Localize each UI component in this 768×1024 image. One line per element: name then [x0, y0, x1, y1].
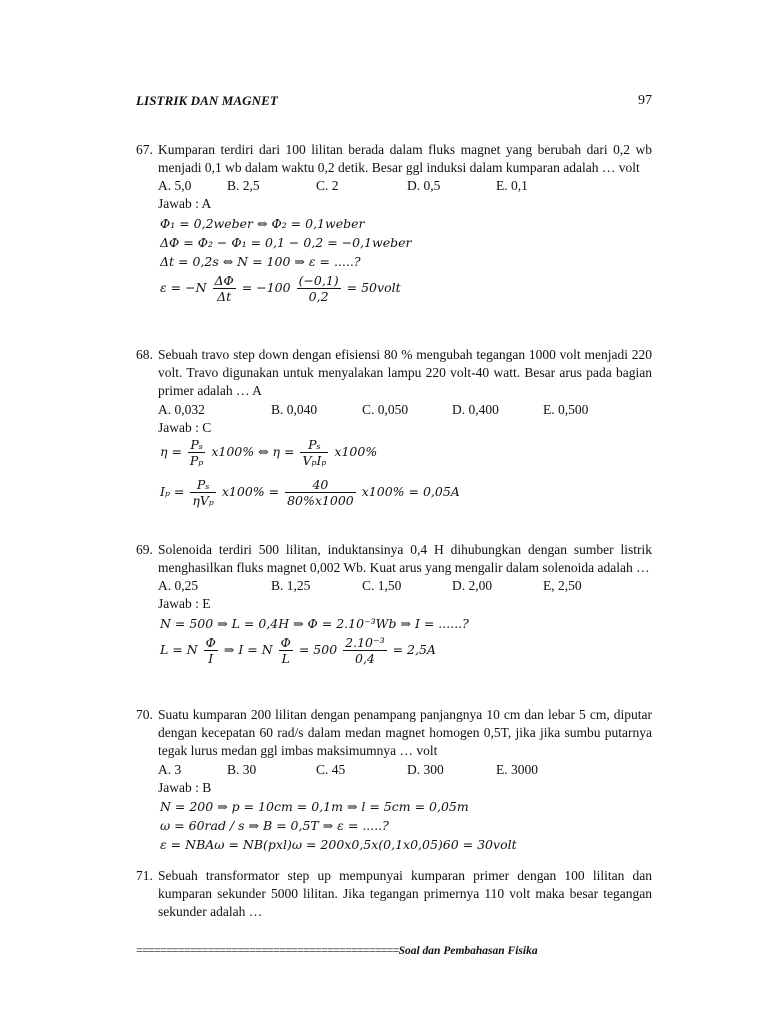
eq-text: = 2,5A	[392, 641, 436, 657]
eq-text: = 500	[298, 641, 338, 657]
numerator: Pₛ	[190, 477, 216, 493]
numerator: 40	[285, 477, 356, 493]
eq-text: L = N	[160, 641, 198, 657]
option-c: C. 1,50	[362, 578, 402, 594]
denominator: Pₚ	[189, 452, 204, 468]
denominator: 80%x1000	[287, 492, 354, 508]
option-e: E. 3000	[496, 761, 538, 777]
solution-line: ε = NBAω = NB(pxl)ω = 200x0,5x(0,1x0,05)60 = 30volt	[160, 836, 517, 852]
solution-line	[160, 437, 652, 473]
solution-line: N = 200 ⇒ p = 10cm = 0,1m ⇒ l = 5cm = 0,05m	[160, 798, 469, 814]
fraction	[188, 437, 205, 468]
question-text: Sebuah travo step down dengan efisiensi 80 % mengubah tegangan 1000 volt menjadi 220 volt. Travo digunakan untuk menyalakan lampu 220 volt-40 watt. Besar arus pada bagian primer adalah … A	[158, 347, 652, 399]
answer-options	[158, 177, 652, 195]
question-number: 71.	[136, 868, 153, 883]
solution-line	[160, 273, 652, 309]
fraction	[300, 437, 328, 468]
eq-text: ε = −N	[160, 279, 207, 295]
answer-options	[158, 401, 652, 419]
option-c: C. 0,050	[362, 401, 409, 417]
denominator: I	[208, 650, 214, 666]
denominator: Δt	[217, 288, 232, 304]
question-number: 67.	[136, 142, 153, 157]
option-a: A. 0,032	[158, 401, 205, 417]
option-d: D. 0,400	[452, 401, 499, 417]
question-70	[136, 706, 652, 854]
footer-rule: ============================================	[136, 943, 399, 957]
numerator: ΔΦ	[214, 272, 234, 288]
fraction	[279, 635, 293, 666]
answer-key: Jawab : B	[158, 779, 212, 795]
question-text: Suatu kumparan 200 lilitan dengan penampang panjangnya 10 cm dan lebar 5 cm, diputar dengan kecepatan 60 rad/s dalam medan magnet homogen 0,5T, jika jika sumbu putarnya tegak lurus medan ggl imbas maksimumnya … volt	[158, 707, 652, 759]
answer-options	[158, 577, 652, 595]
solution-line: Φ₁ = 0,2weber ⇔ Φ₂ = 0,1weber	[160, 215, 365, 231]
question-text: Kumparan terdiri dari 100 lilitan berada dalam fluks magnet yang berubah dari 0,2 wb menjadi 0,1 wb dalam waktu 0,2 detik. Besar ggl induksi dalam kumparan adalah … volt	[158, 142, 652, 176]
fraction	[285, 477, 356, 508]
question-69	[136, 541, 652, 671]
option-b: B. 1,25	[271, 578, 311, 594]
eq-text: η =	[160, 443, 182, 459]
numerator: Φ	[205, 634, 216, 650]
question-text: Sebuah transformator step up mempunyai kumparan primer dengan 100 lilitan dan kumparan sekunder 5000 lilitan. Jika tegangan primernya 110 volt maka besar tegangan sekunder adalah …	[158, 868, 652, 920]
option-e: E. 0,500	[543, 401, 589, 417]
denominator: 0,2	[308, 288, 329, 304]
solution-line: Δt = 0,2s ⇔ N = 100 ⇒ ε = .....?	[160, 253, 361, 269]
question-68	[136, 346, 652, 513]
question-number: 69.	[136, 542, 153, 557]
page-footer	[136, 943, 652, 958]
fraction	[213, 273, 236, 304]
numerator: (−0,1)	[298, 272, 339, 288]
option-a: A. 0,25	[158, 578, 199, 594]
option-d: D. 300	[407, 761, 444, 777]
denominator: ηVₚ	[192, 492, 214, 508]
option-b: B. 2,5	[227, 178, 260, 194]
question-71	[136, 867, 652, 922]
page-number: 97	[638, 93, 652, 108]
chapter-title: LISTRIK DAN MAGNET	[136, 93, 278, 108]
numerator: Pₛ	[188, 437, 205, 453]
option-a: A. 3	[158, 761, 182, 777]
option-e: E. 0,1	[496, 178, 528, 194]
eq-text: x100% ⇔ η =	[211, 443, 295, 459]
fraction	[190, 477, 216, 508]
page-header	[136, 93, 652, 113]
eq-text: Iₚ =	[160, 483, 185, 499]
denominator: 0,4	[354, 650, 375, 666]
question-number: 68.	[136, 347, 153, 362]
option-c: C. 45	[316, 761, 346, 777]
eq-text: = 50volt	[346, 279, 401, 295]
answer-key: Jawab : E	[158, 596, 211, 612]
solution-line	[160, 477, 652, 513]
denominator: L	[281, 650, 290, 666]
question-text: Solenoida terdiri 500 lilitan, induktansinya 0,4 H dihubungkan dengan sumber listrik menghasilkan fluks magnet 0,002 Wb. Kuat arus yang mengalir dalam solenoida adalah …	[158, 542, 652, 576]
solution-line: ω = 60rad / s ⇒ B = 0,5T ⇒ ε = .....?	[160, 817, 389, 833]
question-67	[136, 141, 652, 309]
eq-text: = −100	[241, 279, 291, 295]
solution	[160, 797, 652, 854]
option-b: B. 0,040	[271, 401, 318, 417]
solution	[160, 437, 652, 513]
numerator: Φ	[280, 634, 291, 650]
fraction	[204, 635, 218, 666]
solution	[160, 214, 652, 309]
option-d: D. 2,00	[452, 578, 493, 594]
option-c: C. 2	[316, 178, 339, 194]
option-a: A. 5,0	[158, 178, 192, 194]
numerator: 2.10⁻³	[345, 634, 385, 650]
fraction	[297, 273, 341, 304]
option-e: E, 2,50	[543, 578, 582, 594]
answer-key: Jawab : A	[158, 196, 212, 212]
numerator: Pₛ	[300, 437, 328, 453]
answer-options	[158, 761, 652, 779]
solution	[160, 614, 652, 671]
denominator: VₚIₚ	[302, 452, 327, 468]
eq-text: x100% = 0,05A	[361, 483, 460, 499]
eq-text: x100% =	[221, 483, 280, 499]
solution-line	[160, 635, 652, 671]
question-number: 70.	[136, 707, 153, 722]
eq-text: x100%	[334, 443, 378, 459]
footer-title: Soal dan Pembahasan Fisika	[398, 945, 538, 957]
answer-key: Jawab : C	[158, 419, 212, 435]
option-b: B. 30	[227, 761, 257, 777]
solution-line: ΔΦ = Φ₂ − Φ₁ = 0,1 − 0,2 = −0,1weber	[160, 234, 412, 250]
fraction	[343, 635, 386, 666]
eq-text: ⇒ I = N	[223, 641, 273, 657]
option-d: D. 0,5	[407, 178, 441, 194]
solution-line: N = 500 ⇒ L = 0,4H ⇒ Φ = 2.10⁻³Wb ⇒ I = ......?	[160, 615, 469, 631]
